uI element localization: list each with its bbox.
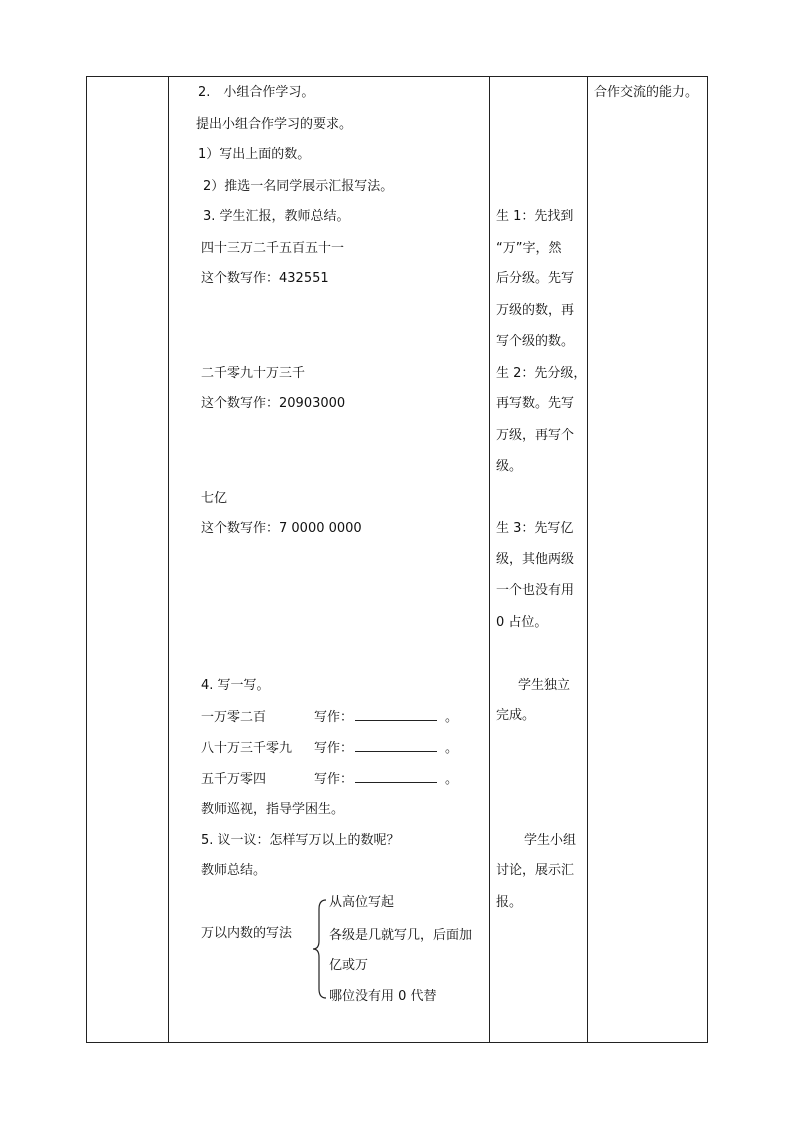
answer-blank[interactable] xyxy=(355,769,437,783)
student2-line: 万级，再写个 xyxy=(496,428,575,443)
example1-written: 这个数写作：432551 xyxy=(201,271,329,286)
curly-brace-icon xyxy=(310,897,330,1001)
item3-title: 3. 学生汇报，教师总结。 xyxy=(203,209,350,224)
rule-item: 从高位写起 xyxy=(329,895,395,910)
example3-written: 这个数写作：7 0000 0000 xyxy=(201,521,362,536)
student2-line: 级。 xyxy=(496,459,523,474)
student2-line: 生 2：先分级， xyxy=(496,366,587,381)
student-independent-line: 完成。 xyxy=(496,708,536,723)
example1-words: 四十三万二千五百五十一 xyxy=(201,241,345,256)
student1-line: 写个级的数。 xyxy=(496,334,575,349)
exercise-words: 一万零二百 xyxy=(201,710,267,725)
exercise-words: 五千万零四 xyxy=(201,772,267,787)
teacher-summary: 教师总结。 xyxy=(201,863,267,878)
example2-words: 二千零九十万三千 xyxy=(201,366,306,381)
rule-item: 各级是几就写几，后面加 xyxy=(329,928,473,943)
answer-blank[interactable] xyxy=(355,738,437,752)
student1-line: “万”字，然 xyxy=(496,241,562,256)
student2-line: 再写数。先写 xyxy=(496,396,575,411)
exercise-label: 写作： xyxy=(314,772,354,787)
column-divider xyxy=(489,76,490,1043)
exercise-label: 写作： xyxy=(314,741,354,756)
lesson-table xyxy=(86,76,708,1043)
summary-label: 万以内数的写法 xyxy=(201,926,293,941)
item2-sub2: 2）推选一名同学展示汇报写法。 xyxy=(203,179,394,194)
exercise-row xyxy=(201,769,458,789)
student-independent-line: 学生独立 xyxy=(518,678,571,693)
student-group-line: 学生小组 xyxy=(524,833,577,848)
example3-words: 七亿 xyxy=(201,491,228,506)
exercise-row xyxy=(201,738,458,758)
student3-line: 0 占位。 xyxy=(496,615,548,630)
exercise-end: 。 xyxy=(445,710,459,725)
student1-line: 万级的数，再 xyxy=(496,303,575,318)
exercise-row xyxy=(201,707,458,727)
exercise-end: 。 xyxy=(445,772,459,787)
student3-line: 生 3：先写亿 xyxy=(496,521,574,536)
student-group-line: 讨论，展示汇 xyxy=(496,863,575,878)
teacher-patrol: 教师巡视，指导学困生。 xyxy=(201,802,345,817)
exercise-label: 写作： xyxy=(314,710,354,725)
rule-item: 哪位没有用 0 代替 xyxy=(329,989,437,1004)
student3-line: 一个也没有用 xyxy=(496,583,575,598)
item2-title: 2. 小组合作学习。 xyxy=(198,85,315,100)
answer-blank[interactable] xyxy=(355,707,437,721)
student-group-line: 报。 xyxy=(496,895,523,910)
item2-requirement: 提出小组合作学习的要求。 xyxy=(196,117,353,132)
rule-item: 亿或万 xyxy=(329,958,369,973)
column-divider xyxy=(587,76,588,1043)
student1-line: 后分级。先写 xyxy=(496,271,575,286)
item5-title: 5. 议一议：怎样写万以上的数呢？ xyxy=(201,833,400,848)
item2-sub1: 1）写出上面的数。 xyxy=(198,147,311,162)
exercise-end: 。 xyxy=(445,741,459,756)
student3-line: 级，其他两级 xyxy=(496,552,575,567)
example2-written: 这个数写作：20903000 xyxy=(201,396,346,411)
student1-line: 生 1：先找到 xyxy=(496,209,574,224)
column-divider xyxy=(168,76,169,1043)
design-intent-text: 合作交流的能力。 xyxy=(594,85,699,100)
exercise-words: 八十万三千零九 xyxy=(201,741,293,756)
item4-title: 4. 写一写。 xyxy=(201,678,270,693)
